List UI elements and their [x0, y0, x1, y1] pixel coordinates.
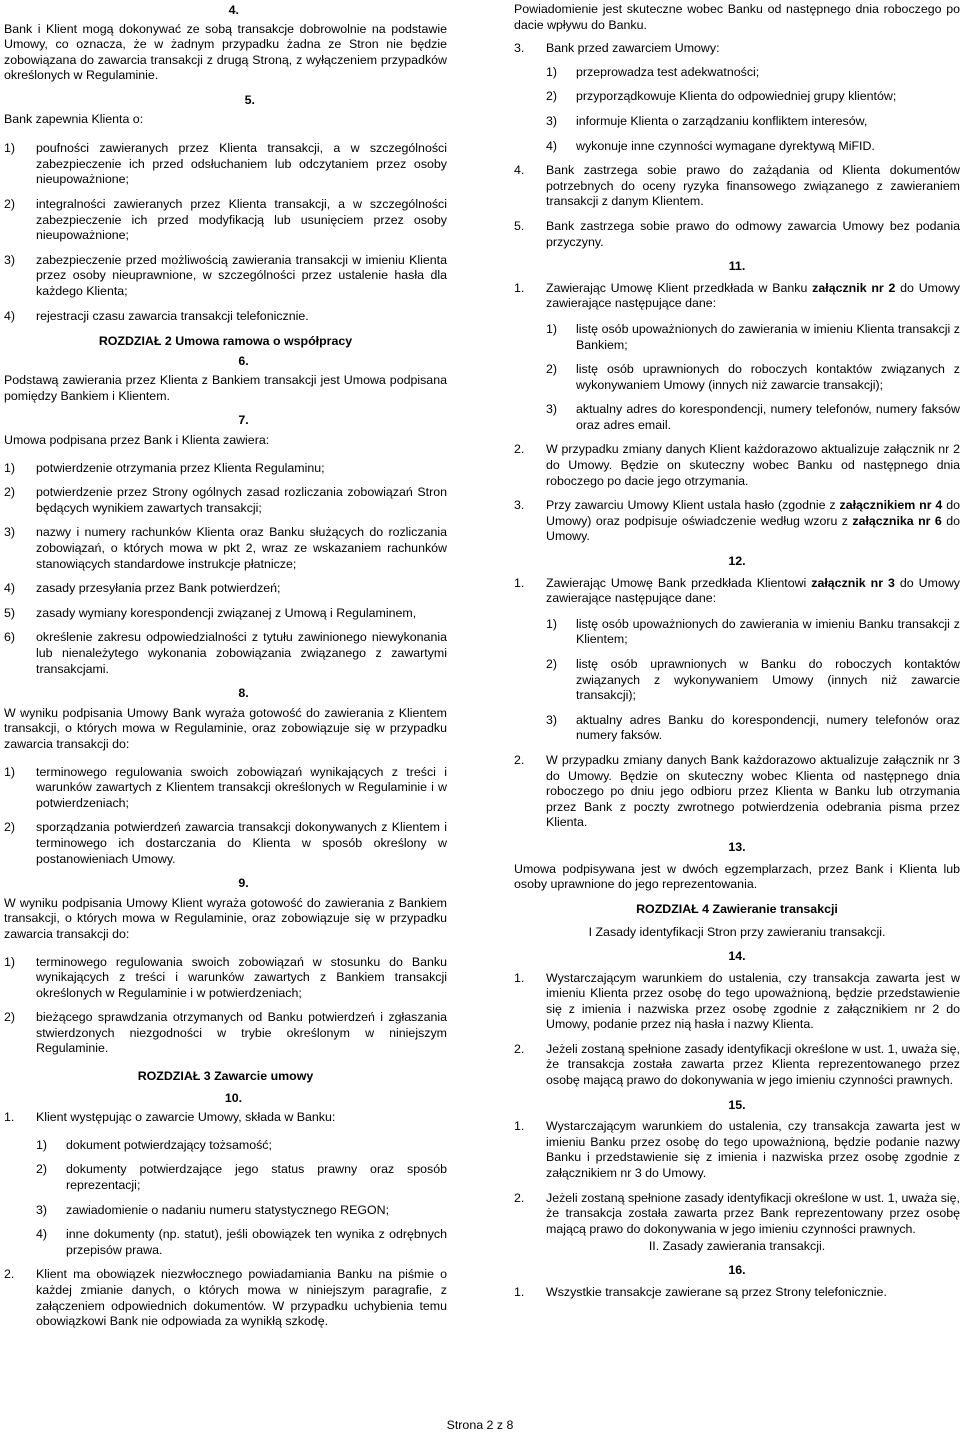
list-item: 2) przyporządkowuje Klienta do odpowiedniej grupy klientów;: [546, 89, 897, 104]
list-item: 2) potwierdzenie przez Strony ogólnych zasad rozliczania zobowiązań Stron będących wynikiem zawartych transakcji;: [4, 485, 447, 515]
list-item: 3) zawiadomienie o nadaniu numeru statystycznego REGON;: [36, 1202, 390, 1217]
paragraph-number-9: 9.: [238, 876, 249, 891]
list-item: 4. Bank zastrzega sobie prawo do zażądania od Klienta dokumentów potrzebnych do oceny ryzyka finansowego związanego z zawieraniem transakcji z danym Klientem.: [514, 163, 960, 209]
paragraph-13-text: Umowa podpisywana jest w dwóch egzemplarzach, przez Bank i Klienta lub osoby uprawnione do jego reprezentowania.: [514, 861, 960, 892]
paragraph-number-16: 16.: [728, 1263, 746, 1277]
list-item: 4) inne dokumenty (np. statut), jeśli obowiązek ten wynika z odrębnych przepisów prawa.: [36, 1227, 447, 1257]
list-item: 1) listę osób upoważnionych do zawierania w imieniu Klienta transakcji z Bankiem;: [546, 321, 960, 352]
paragraph-number-5: 5.: [244, 92, 255, 107]
list-item: 1. Wszystkie transakcje zawierane są przez Strony telefonicznie.: [514, 1284, 887, 1299]
chapter-4-heading: ROZDZIAŁ 4 Zawieranie transakcji: [636, 901, 838, 916]
list-item: 1) poufności zawieranych przez Klienta transakcji, a w szczególności zabezpieczenie ich przed odsłuchaniem lub odczytaniem przez osoby nieupoważnione;: [4, 141, 447, 187]
list-item: 1. Zawierając Umowę Bank przedkłada Klientowi załącznik nr 3 do Umowy zawierające następujące dane:: [514, 575, 960, 606]
paragraph-10-1-text: Klient występując o zawarcie Umowy, składa w Banku:: [36, 1110, 336, 1125]
list-item: 4) zasady przesyłania przez Bank potwierdzeń;: [4, 581, 281, 596]
paragraph-8-intro: W wyniku podpisania Umowy Bank wyraża gotowość do zawierania z Klientem transakcji, o których mowa w Regulaminie, oraz zobowiązuje się w przypadku zawarcia transakcji do:: [4, 705, 447, 751]
list-item: 2. W przypadku zmiany danych Bank każdorazowo aktualizuje załącznik nr 3 do Umowy. Będzie on skuteczny wobec Klienta od następnego dnia roboczego po dniu jego odbioru przez Klienta w Banku lub otrzymania przez Bank z poczty zwrotnego potwierdzenia odebrania pisma przez Klienta.: [514, 752, 960, 830]
list-item: 2) sporządzania potwierdzeń zawarcia transakcji dokonywanych z Klientem i terminowego ich dostarczania do Klienta w sposób określony w postanowieniach Umowy.: [4, 820, 447, 866]
list-item: 3) aktualny adres Banku do korespondencji, numery telefonów oraz numery faksów.: [546, 712, 960, 743]
list-item: 3) nazwy i numery rachunków Klienta oraz Banku służących do rozliczania zobowiązań, o których mowa w pkt 2, wraz ze wskazaniem rachunków stanowiących standardowe instrukcje płatnicze;: [4, 525, 447, 571]
list-item: 2) dokumenty potwierdzające jego status prawny oraz sposób reprezentacji;: [36, 1162, 447, 1193]
paragraph-9-intro: W wyniku podpisania Umowy Klient wyraża gotowość do zawierania z Bankiem transakcji, o których mowa w Regulaminie, oraz zobowiązuje się w przypadku zawarcia transakcji do:: [4, 895, 447, 941]
paragraph-number-6: 6.: [238, 353, 249, 368]
chapter-2-heading: ROZDZIAŁ 2 Umowa ramowa o współpracy: [98, 334, 353, 349]
list-item: 1) terminowego regulowania swoich zobowiązań wynikających z treści i warunków zawartych z Klientem transakcji określonych w Regulaminie i w potwierdzeniach;: [4, 764, 447, 810]
list-item: 1. Zawierając Umowę Klient przedkłada w Banku załącznik nr 2 do Umowy zawierające następujące dane:: [514, 280, 960, 311]
paragraph-10-2-text: Klient ma obowiązek niezwłocznego powiadamiania Banku na piśmie o każdej zmianie danych, o których mowa w niniejszym paragrafie, z załączeniem odpowiednich dokumentów. W przypadku uchybienia temu obowiązkowi Bank nie odpowiada za wynikłą szkodę.: [36, 1267, 447, 1329]
list-item: 3. Przy zawarciu Umowy Klient ustala hasło (zgodnie z załącznikiem nr 4 do Umowy) oraz podpisuje oświadczenie według wzoru z załącznika nr 6 do Umowy.: [514, 498, 960, 544]
list-item: 1) dokument potwierdzający tożsamość;: [36, 1137, 272, 1152]
list-item: 4) rejestracji czasu zawarcia transakcji telefonicznie.: [4, 308, 309, 323]
chapter-3-heading: ROZDZIAŁ 3 Zawarcie umowy: [137, 1069, 314, 1084]
section-i-heading: I Zasady identyfikacji Stron przy zawieraniu transakcji.: [588, 925, 886, 940]
list-item: 2) bieżącego sprawdzania otrzymanych od Banku potwierdzeń i zgłaszania stwierdzonych niezgodności w trybie określonym w niniejszym Regulaminie.: [4, 1010, 447, 1056]
page-number: Strona 2 z 8: [446, 1418, 514, 1432]
notification-note: Powiadomienie jest skuteczne wobec Banku od następnego dnia roboczego po dacie wpływu do Banku.: [514, 2, 960, 32]
list-item: 3) aktualny adres do korespondencji, numery telefonów, numery faksów oraz adres email.: [546, 402, 960, 432]
list-item: 2) listę osób uprawnionych do roboczych kontaktów związanych z wykonywaniem Umowy (innych niż zawarcie transakcji);: [546, 362, 960, 392]
list-item: 5. Bank zastrzega sobie prawo do odmowy zawarcia Umowy bez podania przyczyny.: [514, 218, 960, 249]
list-item: 3. Bank przed zawarciem Umowy:: [514, 41, 720, 56]
paragraph-4-text: Bank i Klient mogą dokonywać ze sobą transakcje dobrowolnie na podstawie Umowy, co oznacza, że w żadnym przypadku żadna ze Stron nie będzie zobowiązana do zawarcia transakcji z drugą Stroną, z wyłączeniem przypadków określonych w Regulaminie.: [4, 21, 447, 83]
list-item: 1. Wystarczającym warunkiem do ustalenia, czy transakcja zawarta jest w imieniu Klienta przez osobę do tego upoważnioną, będzie przedstawienie się z imienia i nazwiska przez osobę zgodnie z załącznikiem nr 2 do Umowy, podanie przez nią hasła i nazwy Klienta.: [514, 970, 960, 1032]
left-column: [4, 0, 447, 1339]
section-ii-heading: II. Zasady zawierania transakcji.: [648, 1239, 826, 1254]
list-item: 1. Wystarczającym warunkiem do ustalenia, czy transakcja zawarta jest w imieniu Banku przez osobę do tego upoważnioną, będzie podanie nazwy Banku i przedstawienie się z imienia i nazwiska przez osobę zgodnie z załącznikiem nr 3 do Umowy.: [514, 1119, 960, 1181]
list-item: 2. Jeżeli zostaną spełnione zasady identyfikacji określone w ust. 1, uważa się, że transakcja została zawarta przez Klienta reprezentowanego przez osobę mającą prawo do dokonywania w jego imieniu czynności prawnych.: [514, 1041, 960, 1088]
paragraph-7-intro: Umowa podpisana przez Bank i Klienta zawiera:: [4, 433, 270, 448]
paragraph-number-13: 13.: [728, 839, 746, 854]
list-item: 1. Klient występując o zawarcie Umowy, składa w Banku:: [4, 1110, 447, 1126]
paragraph-number-10: 10.: [224, 1090, 243, 1105]
paragraph-number-15: 15.: [728, 1097, 746, 1112]
list-item: 2. Jeżeli zostaną spełnione zasady identyfikacji określone w ust. 1, uważa się, że transakcja została zawarta przez Bank reprezentowany przez osobę mającą prawo do dokonywania w jego imieniu czynności prawnych.: [514, 1190, 960, 1236]
list-item: 3) zabezpieczenie przed możliwością zawierania transakcji w imieniu Klienta przez osoby nieuprawnione, w szczególności przez ustalenie hasła dla każdego Klienta;: [4, 252, 447, 298]
list-item: 6) określenie zakresu odpowiedzialności z tytułu zawinionego niewykonania lub nienależytego wykonania zobowiązania związanego z zawartymi transakcjami.: [4, 630, 447, 676]
list-item: 2) listę osób uprawnionych w Banku do roboczych kontaktów związanych z wykonywaniem Umowy (innych niż zawarcie transakcji);: [546, 657, 960, 703]
list-item: 1) terminowego regulowania swoich zobowiązań w stosunku do Banku wynikających z treści i warunków zawartych z Bankiem transakcji określonych w Regulaminie i w potwierdzeniach;: [4, 954, 447, 1000]
paragraph-number-12: 12.: [728, 554, 746, 569]
paragraph-number-11: 11.: [728, 259, 746, 274]
paragraph-number-7: 7.: [238, 413, 249, 428]
right-column: [514, 0, 960, 1309]
list-item: 2. W przypadku zmiany danych Klient każdorazowo aktualizuje załącznik nr 2 do Umowy. Będzie on skuteczny wobec Banku od następnego dnia roboczego po dacie jego otrzymania.: [514, 442, 960, 488]
list-item: 2) integralności zawieranych przez Klienta transakcji, a w szczególności zabezpieczenie ich przed modyfikacją lub usunięciem przez osoby nieupoważnione;: [4, 196, 447, 243]
list-item: 2. Klient ma obowiązek niezwłocznego powiadamiania Banku na piśmie o każdej zmianie danych, o których mowa w niniejszym paragrafie, z załączeniem odpowiednich dokumentów. W przypadku uchybienia temu obowiązkowi Bank nie odpowiada za wynikłą szkodę.: [4, 1267, 447, 1329]
list-item: 4) wykonuje inne czynności wymagane dyrektywą MiFID.: [546, 138, 875, 153]
list-item: 1) przeprowadza test adekwatności;: [546, 64, 760, 79]
list-item: 5) zasady wymiany korespondencji związanej z Umową i Regulaminem,: [4, 605, 417, 620]
paragraph-number-8: 8.: [238, 686, 249, 701]
list-item: 1) potwierdzenie otrzymania przez Klienta Regulaminu;: [4, 460, 325, 475]
paragraph-number-4: 4.: [228, 3, 239, 17]
paragraph-5-intro: Bank zapewnia Klienta o:: [4, 111, 144, 126]
paragraph-number-14: 14.: [728, 948, 746, 963]
list-item: 3) informuje Klienta o zarządzaniu konfliktem interesów,: [546, 113, 868, 128]
paragraph-6-text: Podstawą zawierania przez Klienta z Bankiem transakcji jest Umowa podpisana pomiędzy Bankiem i Klientem.: [4, 373, 447, 403]
list-item: 1) listę osób upoważnionych do zawierania w imieniu Banku transakcji z Klientem;: [546, 616, 960, 647]
